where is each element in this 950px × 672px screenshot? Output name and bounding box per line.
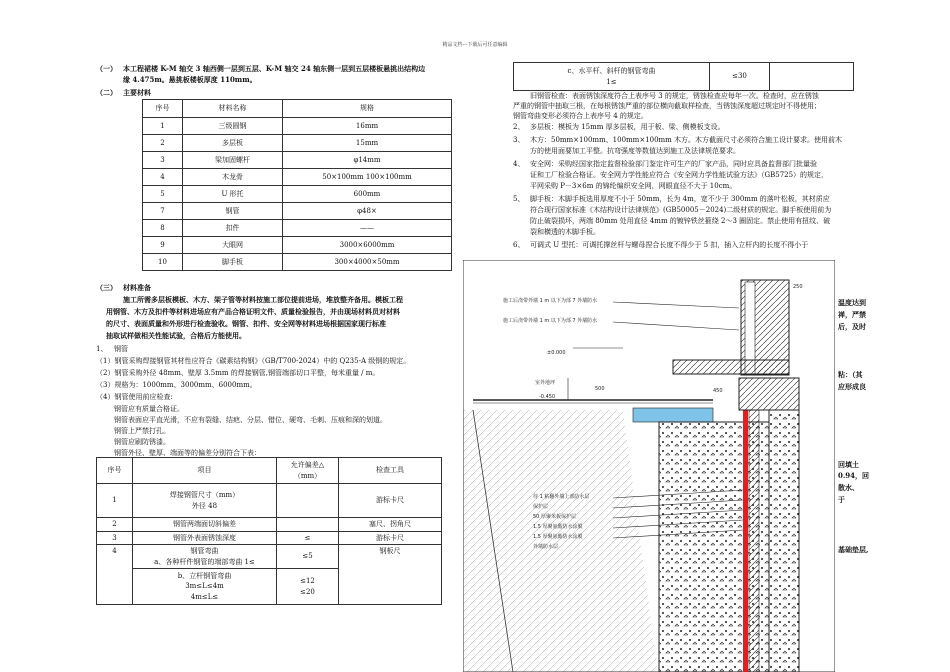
check-line: 钢管表面应平直光滑，不应有裂缝、结疤、分层、错位、硬弯、毛刺、压痕和深的划道。 xyxy=(114,416,387,424)
materials-cell: 7 xyxy=(143,203,183,220)
dev-header: 序号 xyxy=(97,458,133,484)
protection-layer xyxy=(749,410,759,672)
sec1-line2: 缘 4.475m。悬挑板楼板厚度 110mm。 xyxy=(123,75,257,84)
materials-cell: 扣件 xyxy=(183,220,283,237)
materials-cell: 10 xyxy=(143,254,183,271)
materials-cell: 大眼网 xyxy=(183,237,283,254)
materials-cell: 600mm xyxy=(283,186,452,203)
dev-cell: 塞尺、拐角尺 xyxy=(339,518,442,532)
dev-cell-text: 焊接钢管尺寸（mm） xyxy=(169,491,240,499)
mat-header: 材料名称 xyxy=(183,100,283,118)
materials-cell: —— xyxy=(283,220,452,237)
dev-cell xyxy=(133,545,277,569)
right-item-num: 3、 xyxy=(513,136,525,144)
top-right-cell: ≤30 xyxy=(710,63,770,91)
dev-header-row xyxy=(97,458,442,484)
item1-title: 钢管 xyxy=(114,345,128,353)
right-item-line: 裂和横透的木脚手板。 xyxy=(530,228,600,236)
mat-header: 规格 xyxy=(283,100,452,118)
materials-cell: 1 xyxy=(143,118,183,135)
materials-row xyxy=(143,220,452,237)
dev-cell: 3 xyxy=(97,531,133,545)
dev-cell: ≤5 xyxy=(277,545,339,569)
check-line: 钢管应刷防锈漆。 xyxy=(114,438,170,446)
lbl-3: 50 厚聚苯板保护层 xyxy=(533,514,576,520)
steel-line: （4）钢管使用前应检查: xyxy=(96,393,173,401)
right-partial-text: 禅，严禁 xyxy=(838,310,866,319)
materials-cell: 钢管 xyxy=(183,203,283,220)
right-partial-text: 粘：（其 xyxy=(838,370,863,379)
sec2-num: （二） xyxy=(96,88,117,97)
dev-cell: 2 xyxy=(97,518,133,532)
dev-cell-text: ≤20 xyxy=(300,587,315,596)
dev-cell: ≤ xyxy=(277,531,339,545)
materials-cell: 9 xyxy=(143,237,183,254)
materials-cell: 5 xyxy=(143,186,183,203)
top-right-cell-text: 1≤ xyxy=(606,77,617,86)
lbl-4: 1.5 厚聚氨酯防水涂膜 xyxy=(533,524,583,530)
right-partial-text: 0.94，回 xyxy=(838,471,870,480)
materials-row xyxy=(143,186,452,203)
materials-row xyxy=(143,152,452,169)
sec3-para-2: 的尺寸、表面质量和外形进行检查验收。钢管、扣件、安全网等材料进场根据国家现行标准 xyxy=(106,319,386,328)
sec3-para-3: 抽取试样做相关性能试验，合格后方能使用。 xyxy=(106,331,246,340)
dev-cell-text: b、立杆钢管弯曲 xyxy=(177,571,232,580)
lbl-num: 450 xyxy=(713,388,723,394)
materials-cell: 8 xyxy=(143,220,183,237)
lbl-outdoor: 室外地坪 xyxy=(535,380,556,386)
right-item-num: 4、 xyxy=(513,160,525,168)
page-header: 精品文档---下载后可任意编辑 xyxy=(442,42,508,48)
materials-header-row xyxy=(143,100,452,118)
right-item-line: 可调式 U 型托：可调托撑丝杆与螺母捏合长度不得少于 5 扣，插入立杆内的长度不得小于 xyxy=(530,241,809,249)
right-item-line: 防止破裂损坏，两端 80mm 处用直径 4mm 的镀锌铁丝箍绕 2～3 圈固定。禁止使用有扭纹、破 xyxy=(530,217,831,225)
lbl-h: 500 xyxy=(595,386,605,392)
right-para-line: 旧钢管检查：表面锈蚀深度符合上表序号 3 的规定，锈蚀检查应每年一次。检查时，应在锈蚀 xyxy=(530,92,819,100)
right-item-line: 平网采购 P－3×6m 的锦纶编织安全网，网眼直径不大于 10cm。 xyxy=(530,182,737,190)
lbl-elev1: -0.450 xyxy=(539,394,556,400)
dev-cell: 钢管外表面锈蚀深度 xyxy=(133,531,277,545)
right-partial-text: 温度达到 xyxy=(838,298,866,307)
dev-cell xyxy=(277,518,339,532)
right-item-num: 5、 xyxy=(513,195,525,203)
dev-cell: 游标卡尺 xyxy=(339,531,442,545)
dev-header: 项目 xyxy=(133,458,277,484)
dev-header: 检查工具 xyxy=(339,458,442,484)
top-right-cell xyxy=(770,63,854,91)
materials-cell: 3 xyxy=(143,152,183,169)
steel-line: （3）规格为：1000mm、3000mm、6000mm。 xyxy=(96,381,257,389)
right-partial-text: 后，及时 xyxy=(838,322,866,331)
sec3-para-1: 用钢管、木方及扣件等材料进场应有产品合格证明文件、质量检验报告，并由现场材料员对材料 xyxy=(106,307,400,316)
dev-cell-text: 4m≤L≤ xyxy=(190,592,219,601)
dev-row xyxy=(97,518,442,532)
dev-cell: 钢板尺 xyxy=(339,545,442,605)
dev-cell xyxy=(277,484,339,518)
materials-cell: 16mm xyxy=(283,118,452,135)
dev-header: 允许偏差△（mm） xyxy=(277,458,339,484)
materials-cell: 2 xyxy=(143,135,183,152)
right-partial-text: 于 xyxy=(838,495,845,504)
dev-cell xyxy=(133,569,277,605)
check-line: 钢管上严禁打孔。 xyxy=(114,427,170,435)
dev-cell-text: a、各种杆件钢管的端部弯曲 1≤ xyxy=(154,557,255,566)
pavement-strip xyxy=(633,408,713,422)
dev-cell-text: ≤12 xyxy=(300,577,315,585)
top-right-cell-text: c、水平杆、斜杆的钢管弯曲 xyxy=(567,67,656,75)
materials-cell: 木龙骨 xyxy=(183,169,283,186)
materials-row xyxy=(143,135,452,152)
dev-cell-text: 钢管弯曲 xyxy=(190,547,219,555)
right-partial-text: 回填土 xyxy=(838,460,859,469)
materials-cell: 三级圆钢 xyxy=(183,118,283,135)
lbl-5: 1.5 厚聚氨酯防水涂膜 xyxy=(533,534,583,540)
right-item-line: 证和工厂检验合格证。安全网力学性能应符合《安全网力学性能试验方法》（GB5725）的规定， xyxy=(530,171,829,179)
dev-cell: 1 xyxy=(97,484,133,518)
right-item-line: 木方：50mm×100mm、100mm×100mm 木方。木方截面尺寸必须符合施工设计要求。使用前木 xyxy=(530,136,843,144)
right-item-line: 脚手板：木脚手板选用厚度不小于 50mm，长为 4m，宽不少于 300mm 的落叶松板，其材质应 xyxy=(530,195,830,203)
dev-cell-text: 外径 48 xyxy=(191,501,218,510)
materials-row xyxy=(143,169,452,186)
right-item-line: 多层板：模板为 15mm 厚多层板，用于板、梁、侧模板支设。 xyxy=(530,123,725,131)
sec2-title: 主要材料 xyxy=(123,88,151,97)
right-para-line: 钢管弯曲变形必须符合上表序号 4 的规定。 xyxy=(513,112,648,120)
steel-line: （1）钢管采购焊接钢管其材性应符合《碳素结构钢》（GB/T700-2024）中的 Q235-A 级钢的规定。 xyxy=(96,357,411,365)
materials-cell: 4 xyxy=(143,169,183,186)
right-para-line: 严重的钢管中抽取三根，在每根锈蚀严重的部位横向截取样检查，当锈蚀深度超过规定时不得使用； xyxy=(513,102,821,110)
right-partial-text: 基础垫层, xyxy=(838,545,869,554)
dev-cell: 钢管两端面切斜偏差 xyxy=(133,518,277,532)
dev-row xyxy=(97,484,442,518)
materials-table xyxy=(142,99,452,271)
wall-junction xyxy=(739,378,799,410)
materials-cell: φ14mm xyxy=(283,152,452,169)
deviation-table xyxy=(96,457,442,605)
right-item-num: 2、 xyxy=(513,123,525,131)
materials-row xyxy=(143,237,452,254)
floor-slab xyxy=(673,360,789,374)
lbl-dim: 250 xyxy=(793,284,803,290)
dev-row xyxy=(97,545,442,569)
steel-line: （2）钢管采购外径 48mm、壁厚 3.5mm 的焊接钢管,钢管端部切口平整，每米重量 / m。 xyxy=(96,369,380,377)
right-partial-text: 应形成良 xyxy=(838,382,866,391)
materials-cell: 3000×6000mm xyxy=(283,237,452,254)
materials-cell: 15mm xyxy=(283,135,452,152)
lbl-elev0: ±0.000 xyxy=(547,350,566,356)
materials-cell: φ48× xyxy=(283,203,452,220)
dev-cell: 4 xyxy=(97,545,133,605)
right-partial-text: 散水、 xyxy=(838,483,859,492)
lbl-1: 待 1 粘翻外墙上部防水层 xyxy=(533,494,590,500)
dev-row xyxy=(97,531,442,545)
materials-row xyxy=(143,254,452,271)
dev-cell-text: 3m≤L≤4m xyxy=(185,582,224,591)
materials-cell: 多层板 xyxy=(183,135,283,152)
top-right-cell xyxy=(514,63,710,91)
right-item-num: 6、 xyxy=(513,241,525,249)
dev-cell xyxy=(133,484,277,518)
lbl-top2: 施工后浇带外墙 1 m 以下为部 7 外墙防水 xyxy=(503,318,598,324)
materials-cell: 300×4000×50mm xyxy=(283,254,452,271)
right-item-line: 安全网：采购经国家指定监督检验部门鉴定许可生产的厂家产品，同时应具备监督部门批量验 xyxy=(530,160,817,168)
basement-wall-inner xyxy=(769,410,799,672)
sec1-line1: 本工程裙楼 K-M 轴交 3 轴西侧一层到五层、K-M 轴交 24 轴东侧一层到五层楼板悬挑出结构边 xyxy=(123,64,426,73)
lbl-top1: 施工后浇带外墙 1 m 以下为部 7 外墙防水 xyxy=(503,298,598,304)
sec3-para-0: 施工所需多层板模板、木方、架子管等材料按施工部位提前进场，堆放整齐备用。模板工程 xyxy=(123,295,403,304)
materials-cell: 脚手板 xyxy=(183,254,283,271)
sec3-num: （三） xyxy=(96,283,117,292)
check-line: 钢管外径、壁厚、端面等的偏差分别符合下表： xyxy=(114,449,261,457)
materials-cell: 梁加固螺杆 xyxy=(183,152,283,169)
dev-cell xyxy=(277,569,339,605)
materials-cell: 50×100mm 100×100mm xyxy=(283,169,452,186)
check-line: 钢管应有质量合格证。 xyxy=(114,405,184,413)
sec3-title: 材料准备 xyxy=(123,283,151,292)
lbl-6: 外墙防水层 xyxy=(533,544,559,550)
right-item-line: 符合现行国家标准《木结构设计法律规范》(GB50005－2024)二级材质的规定。脚手板使用前为 xyxy=(530,206,832,214)
dev-cell: 游标卡尺 xyxy=(339,484,442,518)
sec1-num: （一） xyxy=(96,64,117,73)
top-right-table xyxy=(513,62,854,91)
lbl-2: 保护层 xyxy=(533,504,549,510)
mat-header: 序号 xyxy=(143,100,183,118)
top-right-row xyxy=(514,63,854,91)
item1-num: 1、 xyxy=(96,345,108,353)
materials-row xyxy=(143,118,452,135)
waterproof-layer xyxy=(743,410,748,672)
materials-row xyxy=(143,203,452,220)
right-item-line: 方的使用面要加工平整。抗弯强度等数值达到施工及法律规范要求。 xyxy=(530,147,740,155)
waterproof-detail-drawing xyxy=(463,260,835,672)
materials-cell: U 形托 xyxy=(183,186,283,203)
